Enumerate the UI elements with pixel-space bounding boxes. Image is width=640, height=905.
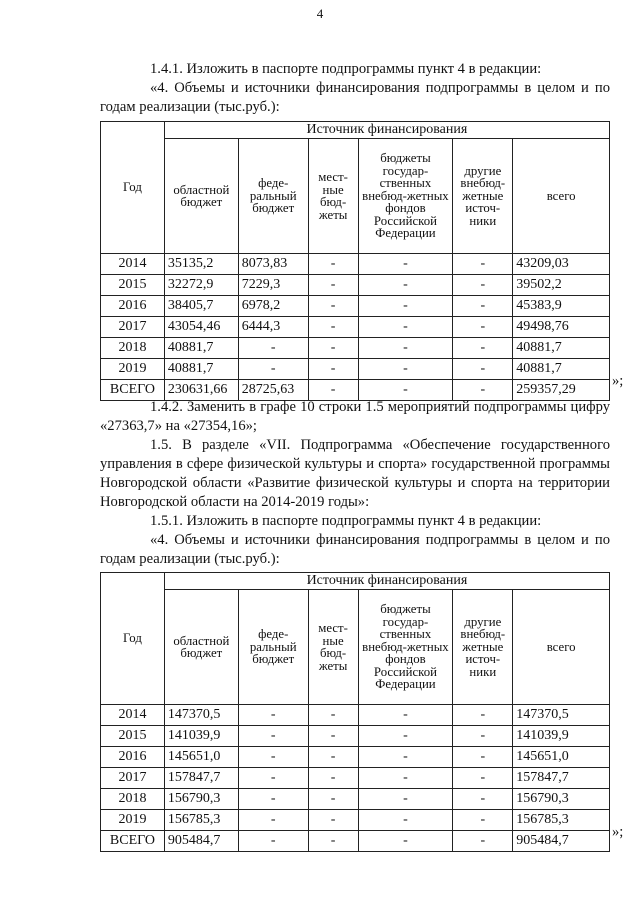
cell-other: - [453, 380, 513, 401]
table-row [101, 726, 610, 747]
table-row [101, 705, 610, 726]
header-local-budgets: мест-ные бюд-жеты [308, 139, 358, 254]
cell-total: 147370,5 [513, 705, 610, 726]
cell-other: - [453, 789, 513, 810]
cell-regional: 43054,46 [164, 317, 238, 338]
cell-year: 2015 [101, 275, 165, 296]
paragraph-item-4-heading-2: «4. Объемы и источники финансирования подпрограммы в целом и по годам реализации (тыс.руб.): [100, 532, 610, 567]
cell-year: 2014 [101, 705, 165, 726]
table-row [101, 789, 610, 810]
cell-federal: 7229,3 [238, 275, 308, 296]
cell-total: 39502,2 [513, 275, 610, 296]
cell-local: - [308, 254, 358, 275]
table-row [101, 747, 610, 768]
cell-regional: 905484,7 [164, 831, 238, 852]
page-number: 4 [316, 6, 324, 21]
cell-local: - [308, 705, 358, 726]
cell-year: 2018 [101, 338, 165, 359]
paragraph-1-5-1: 1.5.1. Изложить в паспорте подпрограммы пункт 4 в редакции: [150, 513, 542, 529]
cell-other: - [453, 254, 513, 275]
table-1-closing-quote: »; [612, 373, 624, 389]
cell-local: - [308, 789, 358, 810]
header-local-budgets: мест-ные бюд-жеты [308, 590, 358, 705]
cell-local: - [308, 831, 358, 852]
cell-local: - [308, 338, 358, 359]
cell-state-funds: - [358, 317, 453, 338]
cell-total: 45383,9 [513, 296, 610, 317]
cell-regional: 40881,7 [164, 359, 238, 380]
cell-local: - [308, 275, 358, 296]
cell-total: 157847,7 [513, 768, 610, 789]
cell-total: 905484,7 [513, 831, 610, 852]
table-row [101, 317, 610, 338]
cell-year: 2015 [101, 726, 165, 747]
cell-regional: 38405,7 [164, 296, 238, 317]
header-state-extrabudgetary-funds: бюджеты государ-ственных внебюд-жетных фондов Российской Федерации [358, 590, 453, 705]
cell-regional: 157847,7 [164, 768, 238, 789]
cell-state-funds: - [358, 831, 453, 852]
cell-state-funds: - [358, 296, 453, 317]
table-2-closing-quote: »; [612, 824, 624, 840]
cell-total: 156790,3 [513, 789, 610, 810]
cell-regional: 156790,3 [164, 789, 238, 810]
cell-other: - [453, 768, 513, 789]
cell-year: 2018 [101, 789, 165, 810]
cell-other: - [453, 317, 513, 338]
cell-federal: - [238, 726, 308, 747]
table-row [101, 338, 610, 359]
header-state-extrabudgetary-funds: бюджеты государ-ственных внебюд-жетных фондов Российской Федерации [358, 139, 453, 254]
header-regional-budget: областной бюджет [164, 139, 238, 254]
cell-regional: 32272,9 [164, 275, 238, 296]
cell-other: - [453, 810, 513, 831]
paragraph-1-5: 1.5. В разделе «VII. Подпрограмма «Обеспечение государственного управления в сфере физической культуры и спорта» государственной программы Новгородской области «Развитие физической культуры и спорта на территории Новгородской области на 2014-2019 годы»: [100, 437, 610, 510]
table-row [101, 275, 610, 296]
cell-federal: 8073,83 [238, 254, 308, 275]
cell-regional: 141039,9 [164, 726, 238, 747]
cell-local: - [308, 747, 358, 768]
cell-total: 49498,76 [513, 317, 610, 338]
cell-year: 2016 [101, 747, 165, 768]
table-row [101, 810, 610, 831]
header-federal-budget: феде-ральный бюджет [238, 590, 308, 705]
header-year: Год [101, 122, 165, 254]
cell-state-funds: - [358, 338, 453, 359]
cell-total: 40881,7 [513, 338, 610, 359]
cell-year: 2019 [101, 359, 165, 380]
cell-other: - [453, 359, 513, 380]
cell-total: 141039,9 [513, 726, 610, 747]
cell-federal: - [238, 768, 308, 789]
cell-year: 2017 [101, 317, 165, 338]
cell-state-funds: - [358, 380, 453, 401]
cell-state-funds: - [358, 705, 453, 726]
cell-state-funds: - [358, 275, 453, 296]
cell-other: - [453, 338, 513, 359]
financing-table-2 [100, 572, 610, 852]
cell-year: 2016 [101, 296, 165, 317]
cell-federal: - [238, 810, 308, 831]
cell-regional: 230631,66 [164, 380, 238, 401]
table-row [101, 359, 610, 380]
cell-state-funds: - [358, 768, 453, 789]
cell-year: 2014 [101, 254, 165, 275]
cell-year: ВСЕГО [101, 831, 165, 852]
header-other-sources: другие внебюд-жетные источ-ники [453, 139, 513, 254]
header-total: всего [513, 590, 610, 705]
cell-other: - [453, 296, 513, 317]
cell-state-funds: - [358, 810, 453, 831]
cell-regional: 40881,7 [164, 338, 238, 359]
cell-federal: - [238, 338, 308, 359]
cell-other: - [453, 747, 513, 768]
cell-regional: 147370,5 [164, 705, 238, 726]
header-other-sources: другие внебюд-жетные источ-ники [453, 590, 513, 705]
cell-regional: 35135,2 [164, 254, 238, 275]
cell-federal: - [238, 831, 308, 852]
cell-other: - [453, 831, 513, 852]
cell-federal: - [238, 789, 308, 810]
cell-state-funds: - [358, 254, 453, 275]
cell-state-funds: - [358, 726, 453, 747]
cell-local: - [308, 380, 358, 401]
cell-total: 156785,3 [513, 810, 610, 831]
cell-federal: 6444,3 [238, 317, 308, 338]
cell-year: 2017 [101, 768, 165, 789]
paragraph-1-4-2: 1.4.2. Заменить в графе 10 строки 1.5 мероприятий подпрограммы цифру «27363,7» на «27354,16»; [100, 399, 610, 434]
cell-local: - [308, 768, 358, 789]
cell-other: - [453, 705, 513, 726]
cell-federal: - [238, 359, 308, 380]
cell-total: 145651,0 [513, 747, 610, 768]
cell-local: - [308, 810, 358, 831]
table-row-total [101, 831, 610, 852]
header-federal-budget: феде-ральный бюджет [238, 139, 308, 254]
header-regional-budget: областной бюджет [164, 590, 238, 705]
cell-federal: 28725,63 [238, 380, 308, 401]
cell-state-funds: - [358, 359, 453, 380]
cell-total: 40881,7 [513, 359, 610, 380]
cell-local: - [308, 359, 358, 380]
header-funding-source: Источник финансирования [164, 122, 609, 139]
header-total: всего [513, 139, 610, 254]
cell-local: - [308, 296, 358, 317]
financing-table-1 [100, 121, 610, 401]
cell-other: - [453, 275, 513, 296]
table-row [101, 254, 610, 275]
paragraph-1-4-1: 1.4.1. Изложить в паспорте подпрограммы пункт 4 в редакции: [150, 61, 542, 77]
cell-federal: - [238, 747, 308, 768]
cell-other: - [453, 726, 513, 747]
cell-total: 259357,29 [513, 380, 610, 401]
cell-state-funds: - [358, 747, 453, 768]
header-funding-source: Источник финансирования [164, 573, 609, 590]
cell-regional: 145651,0 [164, 747, 238, 768]
cell-total: 43209,03 [513, 254, 610, 275]
table-row [101, 296, 610, 317]
cell-state-funds: - [358, 789, 453, 810]
cell-local: - [308, 726, 358, 747]
paragraph-item-4-heading: «4. Объемы и источники финансирования подпрограммы в целом и по годам реализации (тыс.руб.): [100, 80, 610, 115]
cell-local: - [308, 317, 358, 338]
header-year: Год [101, 573, 165, 705]
cell-year: ВСЕГО [101, 380, 165, 401]
table-row [101, 768, 610, 789]
cell-regional: 156785,3 [164, 810, 238, 831]
cell-federal: - [238, 705, 308, 726]
cell-federal: 6978,2 [238, 296, 308, 317]
cell-year: 2019 [101, 810, 165, 831]
